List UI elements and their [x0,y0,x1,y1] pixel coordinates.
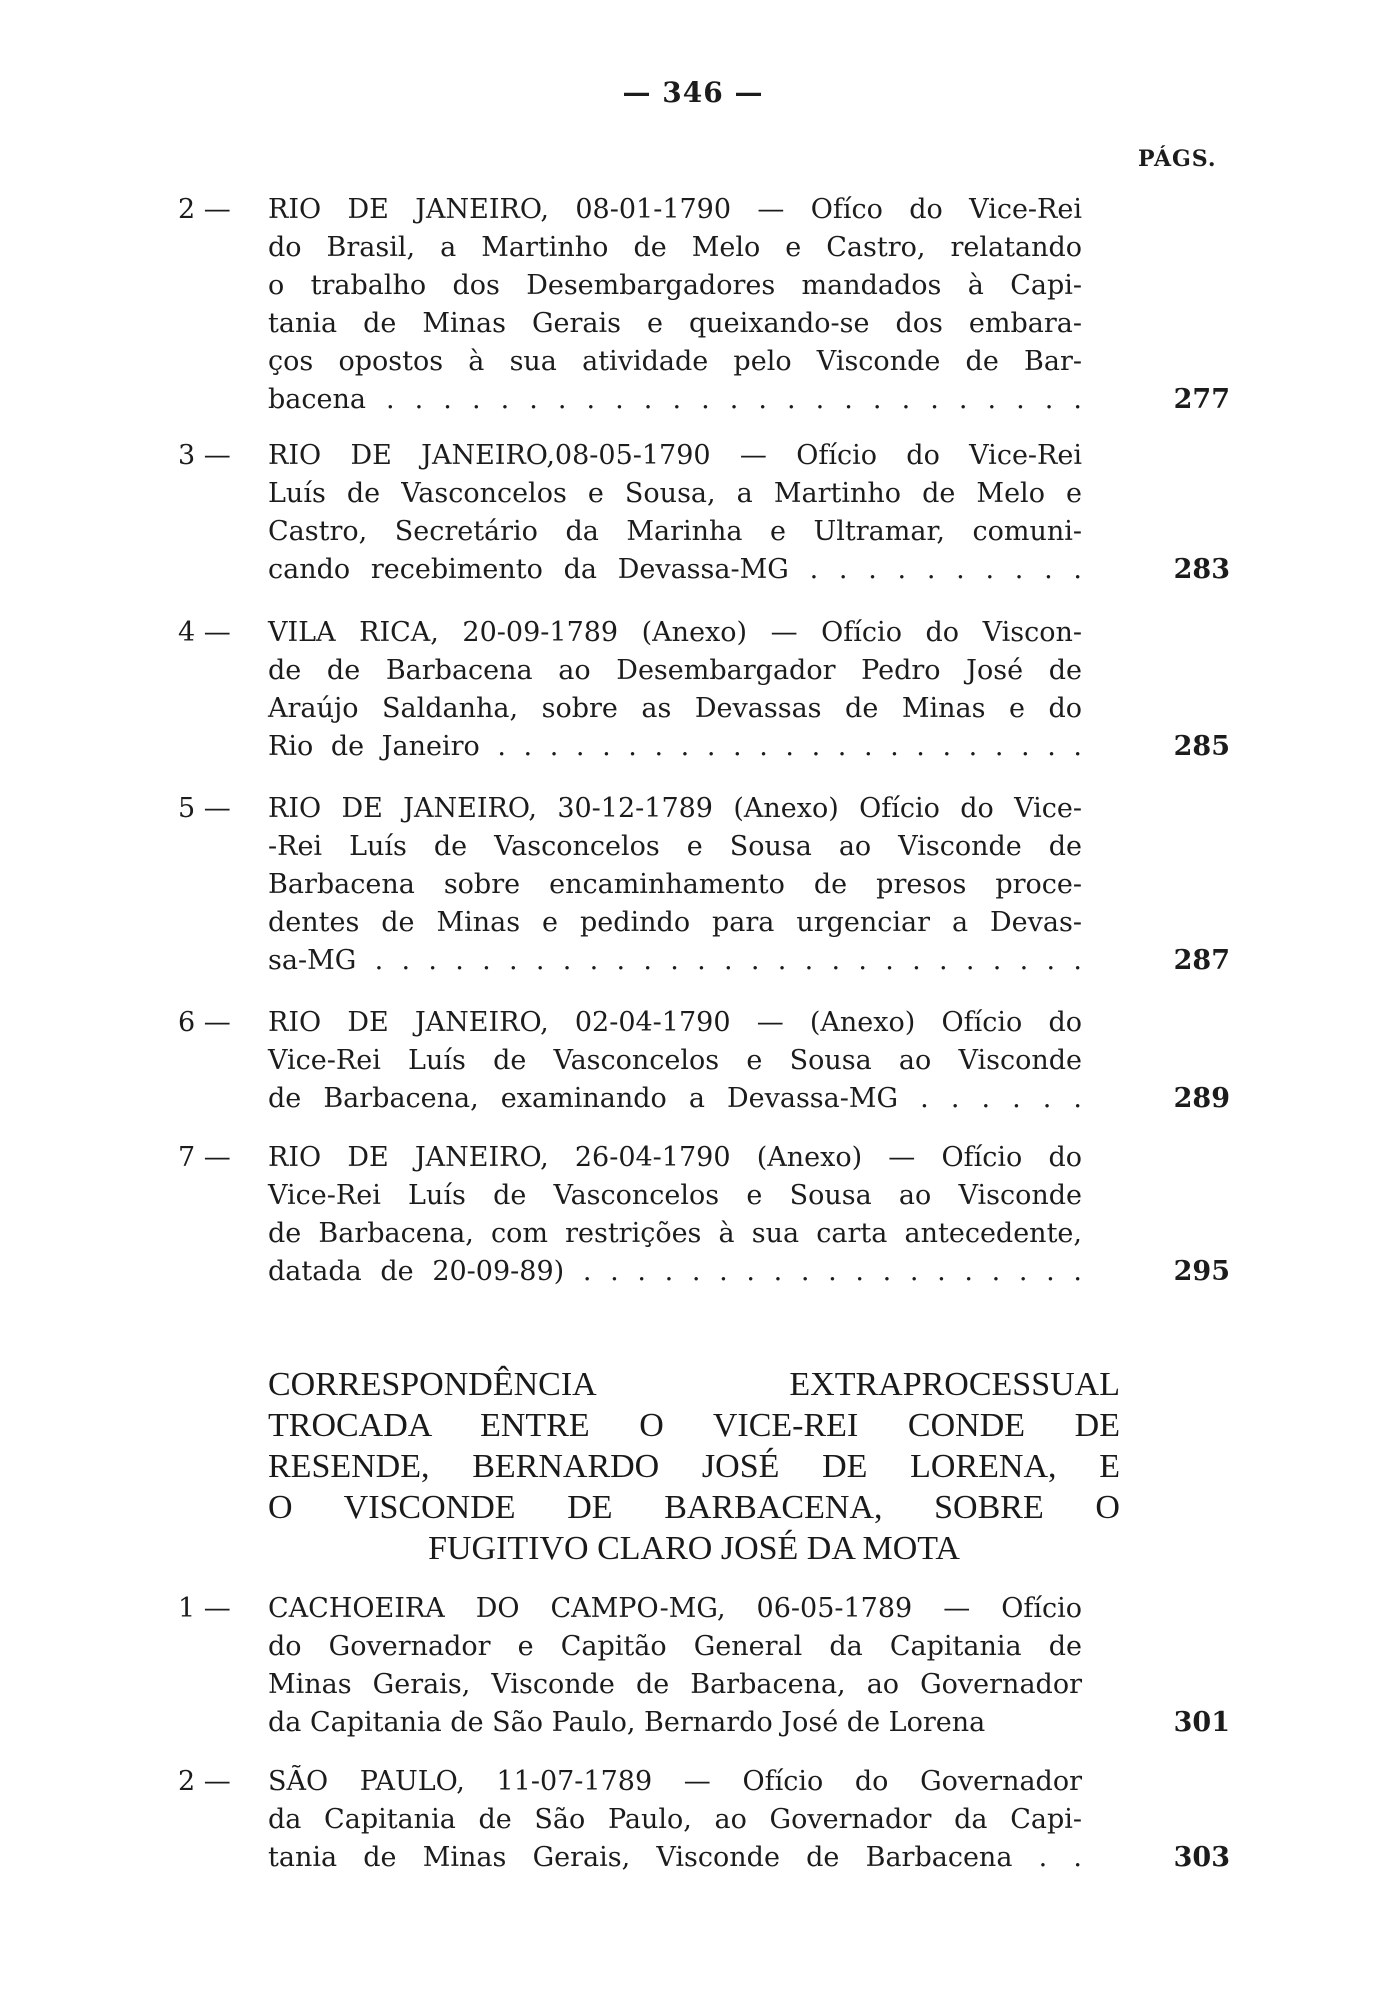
entry-line: Araújo Saldanha, sobre as Devassas de Minas e do [268,693,1082,724]
entry-line: do Brasil, a Martinho de Melo e Castro, relatando [268,232,1082,263]
entry-page-number: 295 [1173,1256,1230,1287]
entry-line: de de Barbacena ao Desembargador Pedro José de [268,655,1082,686]
entry-line: de Barbacena, examinando a Devassa-MG . . . . . . [268,1083,1082,1114]
section-title-line: RESENDE, BERNARDO JOSÉ DE LORENA, E [268,1448,1120,1485]
pages-column-header: PÁGS. [1138,146,1217,172]
entry-number: 1 — [178,1593,231,1624]
entry-page-number: 303 [1173,1842,1230,1873]
entry-number: 5 — [178,793,231,824]
entry-text [268,614,1082,766]
entry-line: tania de Minas Gerais, Visconde de Barbacena . . [268,1842,1082,1873]
entry-text [268,1004,1082,1118]
entry-number: 2 — [178,1766,231,1797]
entry-line: Minas Gerais, Visconde de Barbacena, ao Governador [268,1669,1082,1700]
entry-page-number: 285 [1173,731,1230,762]
entry-line: Vice-Rei Luís de Vasconcelos e Sousa ao Visconde [268,1045,1082,1076]
entry-page-number: 277 [1173,384,1230,415]
section-title-line: O VISCONDE DE BARBACENA, SOBRE O [268,1489,1120,1526]
section-title-line: TROCADA ENTRE O VICE-REI CONDE DE [268,1407,1120,1444]
entry-line: cando recebimento da Devassa-MG . . . . . . . . . . [268,554,1082,585]
entry-line: o trabalho dos Desembargadores mandados à Capi- [268,270,1082,301]
entry-line: Barbacena sobre encaminhamento de presos proce- [268,869,1082,900]
entry-text [268,1763,1082,1877]
entry-page-number: 287 [1173,945,1230,976]
entry-line: CACHOEIRA DO CAMPO-MG, 06-05-1789 — Ofício [268,1593,1082,1624]
entry-line: de Barbacena, com restrições à sua carta antecedente, [268,1218,1082,1249]
entry-text [268,191,1082,419]
entry-line: RIO DE JANEIRO, 26-04-1790 (Anexo) — Ofício do [268,1142,1082,1173]
entry-line: RIO DE JANEIRO, 02-04-1790 — (Anexo) Ofício do [268,1007,1082,1038]
section-title [268,1364,1120,1569]
entry-line: Rio de Janeiro . . . . . . . . . . . . . . . . . . . . . . . [268,731,1082,762]
entry-line: dentes de Minas e pedindo para urgenciar a Devas- [268,907,1082,938]
entry-line: -Rei Luís de Vasconcelos e Sousa ao Visconde de [268,831,1082,862]
entry-number: 3 — [178,440,231,471]
entry-number: 6 — [178,1007,231,1038]
entry-line: SÃO PAULO, 11-07-1789 — Ofício do Governador [268,1766,1082,1797]
entry-line: da Capitania de São Paulo, ao Governador da Capi- [268,1804,1082,1835]
entry-line: VILA RICA, 20-09-1789 (Anexo) — Ofício do Viscon- [268,617,1082,648]
entry-line: ços opostos à sua atividade pelo Visconde de Bar- [268,346,1082,377]
entry-page-number: 283 [1173,554,1230,585]
entry-line: Luís de Vasconcelos e Sousa, a Martinho de Melo e [268,478,1082,509]
entry-line: bacena . . . . . . . . . . . . . . . . . . . . . . . . . [268,384,1082,415]
entry-line: do Governador e Capitão General da Capitania de [268,1631,1082,1662]
entry-number: 4 — [178,617,231,648]
section-title-line: CORRESPONDÊNCIA EXTRAPROCESSUAL [268,1366,1120,1403]
entry-page-number: 301 [1173,1707,1230,1738]
entry-line: Vice-Rei Luís de Vasconcelos e Sousa ao Visconde [268,1180,1082,1211]
entry-text [268,1139,1082,1291]
entry-text [268,437,1082,589]
entry-page-number: 289 [1173,1083,1230,1114]
entry-text [268,1590,1082,1742]
entry-text [268,790,1082,980]
entry-line: RIO DE JANEIRO, 30-12-1789 (Anexo) Ofício do Vice- [268,793,1082,824]
entry-line: RIO DE JANEIRO, 08-01-1790 — Ofíco do Vice-Rei [268,194,1082,225]
entry-line: da Capitania de São Paulo, Bernardo José de Lorena [268,1707,986,1738]
entry-line: tania de Minas Gerais e queixando-se dos embara- [268,308,1082,339]
entry-number: 7 — [178,1142,231,1173]
entry-line: Castro, Secretário da Marinha e Ultramar, comuni- [268,516,1082,547]
page-number: — 346 — [622,76,764,109]
entry-line: datada de 20-09-89) . . . . . . . . . . . . . . . . . . . [268,1256,1082,1287]
entry-line: RIO DE JANEIRO,08-05-1790 — Ofício do Vice-Rei [268,440,1082,471]
entry-number: 2 — [178,194,231,225]
section-title-line: FUGITIVO CLARO JOSÉ DA MOTA [428,1530,960,1567]
entry-line: sa-MG . . . . . . . . . . . . . . . . . . . . . . . . . . . [268,945,1082,976]
